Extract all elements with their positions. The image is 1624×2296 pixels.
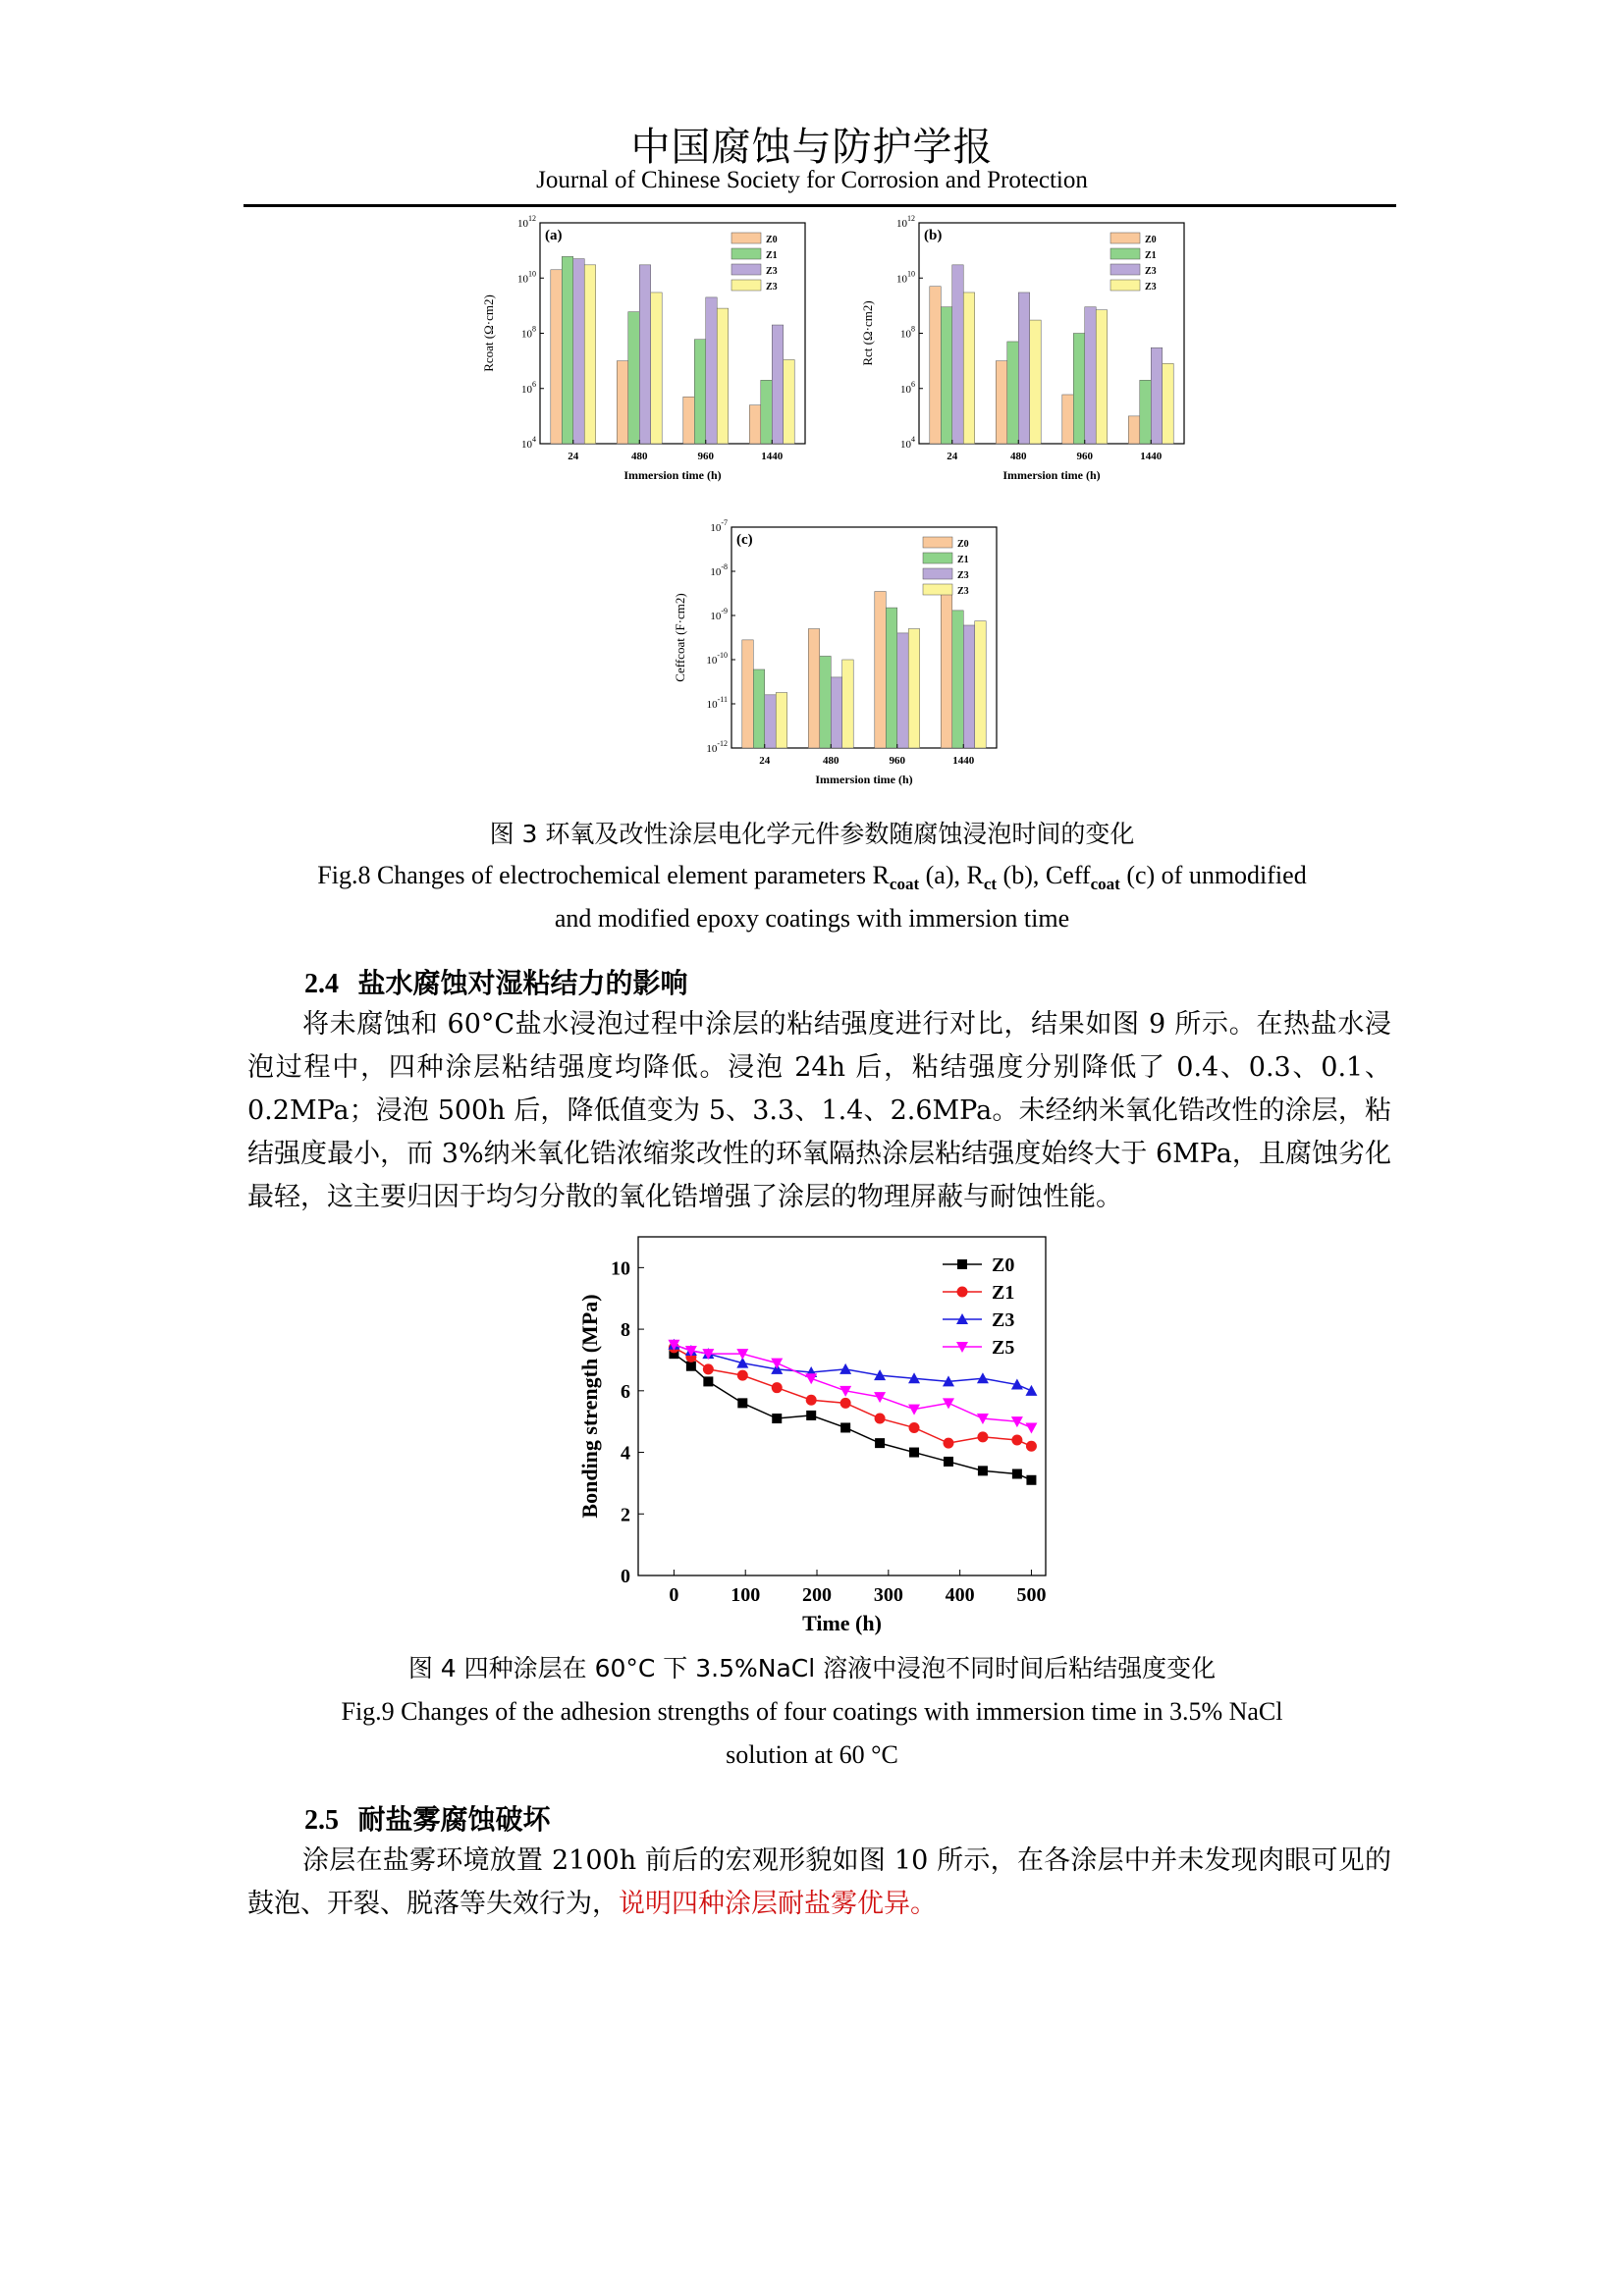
x-tick-label: 1440 xyxy=(1140,451,1163,462)
y-axis-label: Rct (Ω·cm2) xyxy=(860,300,875,366)
bar-Z0-24 xyxy=(930,287,941,444)
point-Z3 xyxy=(977,1372,989,1383)
legend-swatch-Z3 xyxy=(923,568,952,579)
figure4-caption-cn: 图 4 四种涂层在 60°C 下 3.5%NaCl 溶液中浸泡不同时间后粘结强度变化 xyxy=(407,1654,1217,1682)
x-tick-label: 500 xyxy=(1016,1584,1047,1606)
bar-Z0-480 xyxy=(808,629,819,748)
legend-label-Z0: Z0 xyxy=(1145,235,1157,245)
bar-Z0-24 xyxy=(551,270,562,444)
y-axis-label: Rcoat (Ω·cm2) xyxy=(481,294,496,372)
y-tick-label: $10^{-8}$ xyxy=(710,562,728,578)
x-tick-label: 1440 xyxy=(761,451,784,462)
y-tick-label: $10^8$ xyxy=(900,324,915,341)
y-tick-label: $10^{12}$ xyxy=(517,214,536,230)
bar-Z0-1440 xyxy=(941,587,951,748)
bar-Z3-1440 xyxy=(1151,347,1162,444)
section-2-5-paragraph: 涂层在盐雾环境放置 2100h 前后的宏观形貌如图 10 所示，在各涂层中并未发现肉眼可见的鼓泡、开裂、脱落等失效行为，说明四种涂层耐盐雾优异。 xyxy=(247,1845,1391,1919)
figure4-caption-en-line2: solution at 60 °C xyxy=(726,1740,898,1769)
point-Z0 xyxy=(1012,1469,1022,1479)
bar-Z0-480 xyxy=(996,361,1006,444)
bar-Z3-24 xyxy=(765,695,776,748)
point-Z5 xyxy=(1025,1422,1037,1433)
legend-label-Z3: Z3 xyxy=(957,586,969,597)
point-Z5 xyxy=(874,1392,886,1403)
point-Z0 xyxy=(737,1398,747,1408)
bar-Z3-480 xyxy=(1030,320,1041,444)
y-tick-label: $10^6$ xyxy=(521,379,536,396)
legend-swatch-Z0 xyxy=(923,537,952,548)
x-axis-label: Immersion time (h) xyxy=(623,468,722,482)
panel-label: (a) xyxy=(545,228,563,243)
point-Z1 xyxy=(909,1422,920,1433)
y-tick-label: $10^4$ xyxy=(521,435,536,451)
bar-Z0-960 xyxy=(683,397,694,444)
bar-Z3-24 xyxy=(776,693,786,748)
y-tick-label: 10 xyxy=(611,1257,630,1280)
legend-swatch-Z3 xyxy=(731,280,761,291)
legend-swatch-Z1 xyxy=(731,248,761,259)
legend-label-Z3: Z3 xyxy=(766,266,778,277)
bar-Z3-480 xyxy=(842,660,853,748)
y-axis-label: Bonding strength (MPa) xyxy=(577,1294,602,1519)
y-tick-label: $10^{12}$ xyxy=(896,214,915,230)
y-tick-label: 6 xyxy=(621,1380,630,1403)
x-tick-label: 400 xyxy=(945,1584,975,1606)
point-Z1 xyxy=(943,1438,953,1449)
x-tick-label: 480 xyxy=(823,755,839,767)
bar-Z0-960 xyxy=(875,592,886,748)
journal-title-en: Journal of Chinese Society for Corrosion and Protection xyxy=(536,167,1088,193)
bar-Z3-480 xyxy=(1018,293,1029,444)
legend-swatch-Z3 xyxy=(1110,264,1140,275)
header-rule xyxy=(244,204,1396,207)
bar-Z3-1440 xyxy=(784,359,794,444)
bar-Z1-960 xyxy=(694,340,705,444)
point-Z1 xyxy=(840,1398,851,1409)
figure3-panel-c xyxy=(643,515,1016,810)
y-tick-label: 0 xyxy=(621,1566,630,1587)
x-tick-label: 24 xyxy=(568,451,579,462)
x-tick-label: 300 xyxy=(873,1584,903,1606)
series-line-Z5 xyxy=(674,1345,1031,1428)
bar-Z1-480 xyxy=(1007,342,1018,444)
point-Z3 xyxy=(839,1363,851,1374)
panel-label: (b) xyxy=(924,228,943,243)
bar-Z1-1440 xyxy=(761,380,772,444)
x-tick-label: 480 xyxy=(1010,451,1027,462)
legend-swatch-Z3 xyxy=(923,584,952,595)
x-tick-label: 24 xyxy=(947,451,958,462)
x-axis-label: Immersion time (h) xyxy=(1002,468,1101,482)
section-2-5-heading: 2.5 耐盐雾腐蚀破坏 xyxy=(304,1803,551,1836)
legend-swatch-Z3 xyxy=(731,264,761,275)
legend-label-Z3: Z3 xyxy=(992,1309,1015,1331)
y-tick-label: $10^{-12}$ xyxy=(706,739,728,755)
x-tick-label: 200 xyxy=(802,1584,833,1606)
legend-swatch-Z0 xyxy=(1110,233,1140,243)
x-tick-label: 960 xyxy=(889,755,905,767)
x-tick-label: 480 xyxy=(631,451,648,462)
point-Z0 xyxy=(686,1362,696,1371)
y-tick-label: $10^{10}$ xyxy=(896,269,915,286)
bar-Z3-960 xyxy=(717,308,728,444)
bar-Z3-960 xyxy=(908,629,919,748)
point-Z0 xyxy=(875,1438,885,1448)
legend-marker-Z1 xyxy=(957,1287,968,1298)
y-axis-label: Ceffcoat (F·cm2) xyxy=(673,593,687,682)
point-Z1 xyxy=(977,1431,988,1442)
legend-swatch-Z3 xyxy=(1110,280,1140,291)
bar-Z0-24 xyxy=(742,640,753,748)
figure3-caption-cn: 图 3 环氧及改性涂层电化学元件参数随腐蚀浸泡时间的变化 xyxy=(489,820,1135,848)
bar-Z1-24 xyxy=(753,669,764,748)
figure3-panel-a xyxy=(452,211,825,506)
bar-Z3-24 xyxy=(952,265,963,444)
legend-swatch-Z1 xyxy=(1110,248,1140,259)
bar-Z3-24 xyxy=(584,265,595,444)
x-tick-label: 1440 xyxy=(952,755,975,767)
legend-label-Z0: Z0 xyxy=(957,539,969,550)
legend-label-Z5: Z5 xyxy=(992,1337,1015,1359)
legend-label-Z3: Z3 xyxy=(957,570,969,581)
point-Z1 xyxy=(772,1382,783,1393)
series-line-Z3 xyxy=(674,1345,1031,1391)
y-tick-label: 8 xyxy=(621,1319,630,1342)
bar-Z3-480 xyxy=(651,293,662,444)
y-tick-label: $10^4$ xyxy=(900,435,915,451)
panel-label: (c) xyxy=(736,532,753,548)
legend-label-Z1: Z1 xyxy=(1145,250,1157,261)
point-Z1 xyxy=(737,1370,748,1381)
x-axis-label: Time (h) xyxy=(802,1611,882,1635)
bar-Z1-960 xyxy=(1073,334,1084,445)
y-tick-label: $10^8$ xyxy=(521,324,536,341)
legend-label-Z3: Z3 xyxy=(1145,282,1157,293)
legend-label-Z1: Z1 xyxy=(957,555,969,565)
section-2-4-heading: 2.4 盐水腐蚀对湿粘结力的影响 xyxy=(304,967,688,999)
point-Z3 xyxy=(1025,1385,1037,1396)
point-Z1 xyxy=(806,1395,817,1406)
section-2-4-paragraph: 将未腐蚀和 60°C盐水浸泡过程中涂层的粘结强度进行对比，结果如图 9 所示。在热盐水浸泡过程中，四种涂层粘结强度均降低。浸泡 24h 后，粘结强度分别降低了 0.4、0.3、0.1、0.2MPa；浸泡 500h 后，降低值变为 5、3.3、1.4、2.6MPa。未经纳米氧化锆改性的涂层，粘结强度最小，而 3%纳米氧化锆浓缩浆改性的环氧隔热涂层粘结强度始终大于 6MPa，且腐蚀劣化最轻，这主要归因于均匀分散的氧化锆增强了涂层的物理屏蔽与耐蚀性能。 xyxy=(247,1009,1391,1212)
bar-Z1-24 xyxy=(941,307,951,444)
bar-Z3-960 xyxy=(897,633,908,748)
journal-title-cn: 中国腐蚀与防护学报 xyxy=(630,125,994,170)
bar-Z0-960 xyxy=(1062,395,1073,444)
bar-Z3-24 xyxy=(573,259,584,444)
bar-Z1-1440 xyxy=(952,611,963,748)
figure3-caption-en-line2: and modified epoxy coatings with immersion time xyxy=(554,904,1070,933)
legend-marker-Z0 xyxy=(957,1259,967,1269)
x-tick-label: 0 xyxy=(669,1584,679,1606)
figure4-caption-en-line1: Fig.9 Changes of the adhesion strengths of four coatings with immersion time in 3.5% NaCl xyxy=(341,1697,1283,1726)
bar-Z3-1440 xyxy=(772,325,783,444)
y-tick-label: $10^{-9}$ xyxy=(710,607,728,622)
bar-Z3-960 xyxy=(1085,307,1096,444)
legend-label-Z1: Z1 xyxy=(766,250,778,261)
figure3-panel-b xyxy=(831,211,1204,506)
point-Z1 xyxy=(1026,1441,1037,1452)
bar-Z0-1440 xyxy=(1128,416,1139,444)
legend-swatch-Z1 xyxy=(923,553,952,563)
point-Z1 xyxy=(1011,1435,1022,1446)
x-tick-label: 960 xyxy=(1076,451,1093,462)
bar-Z3-960 xyxy=(706,297,717,444)
legend-label-Z0: Z0 xyxy=(992,1255,1015,1276)
y-tick-label: $10^{10}$ xyxy=(517,269,536,286)
y-tick-label: $10^{-10}$ xyxy=(706,651,728,667)
legend-label-Z0: Z0 xyxy=(766,235,778,245)
figure4-line-chart xyxy=(560,1227,1070,1639)
bar-Z3-960 xyxy=(1096,310,1107,444)
x-tick-label: 960 xyxy=(697,451,714,462)
y-tick-label: $10^6$ xyxy=(900,379,915,396)
bar-Z1-24 xyxy=(562,256,572,444)
point-Z0 xyxy=(772,1414,782,1423)
bar-Z3-1440 xyxy=(963,625,974,748)
point-Z1 xyxy=(703,1363,714,1374)
point-Z0 xyxy=(806,1411,816,1420)
bar-Z0-480 xyxy=(617,361,627,444)
point-Z5 xyxy=(908,1405,920,1415)
point-Z0 xyxy=(909,1448,919,1458)
legend-swatch-Z0 xyxy=(731,233,761,243)
y-tick-label: $10^{-11}$ xyxy=(706,695,728,711)
point-Z0 xyxy=(1026,1475,1036,1485)
bar-Z3-480 xyxy=(831,677,841,748)
x-tick-label: 24 xyxy=(759,755,771,767)
y-tick-label: 4 xyxy=(621,1442,630,1465)
x-axis-label: Immersion time (h) xyxy=(815,773,913,786)
bar-Z3-24 xyxy=(963,293,974,444)
x-tick-label: 100 xyxy=(731,1584,761,1606)
bar-Z3-480 xyxy=(639,265,650,444)
legend-label-Z3: Z3 xyxy=(766,282,778,293)
highlighted-conclusion: 说明四种涂层耐盐雾优异。 xyxy=(619,1889,937,1919)
point-Z5 xyxy=(771,1359,783,1369)
point-Z0 xyxy=(944,1457,953,1467)
bar-Z1-960 xyxy=(886,608,896,748)
legend-label-Z1: Z1 xyxy=(992,1282,1015,1304)
point-Z0 xyxy=(840,1422,850,1432)
bar-Z3-1440 xyxy=(975,621,986,748)
point-Z5 xyxy=(1011,1416,1023,1427)
point-Z0 xyxy=(703,1376,713,1386)
point-Z1 xyxy=(875,1414,886,1424)
bar-Z0-1440 xyxy=(749,405,760,444)
bar-Z1-480 xyxy=(628,312,639,444)
figure3-caption-en-line1: Fig.8 Changes of electrochemical element parameters $R_{coat}$ (a), $R_{ct}$ (b), Ceff$_{coat}$ (c) of unmodified xyxy=(317,861,1307,894)
y-tick-label: $10^{-7}$ xyxy=(710,518,728,534)
y-tick-label: 2 xyxy=(621,1504,630,1526)
bar-Z3-1440 xyxy=(1163,363,1173,444)
legend-label-Z3: Z3 xyxy=(1145,266,1157,277)
bar-Z1-480 xyxy=(820,656,831,748)
point-Z5 xyxy=(805,1373,817,1384)
point-Z0 xyxy=(978,1466,988,1475)
bar-Z1-1440 xyxy=(1140,380,1151,444)
